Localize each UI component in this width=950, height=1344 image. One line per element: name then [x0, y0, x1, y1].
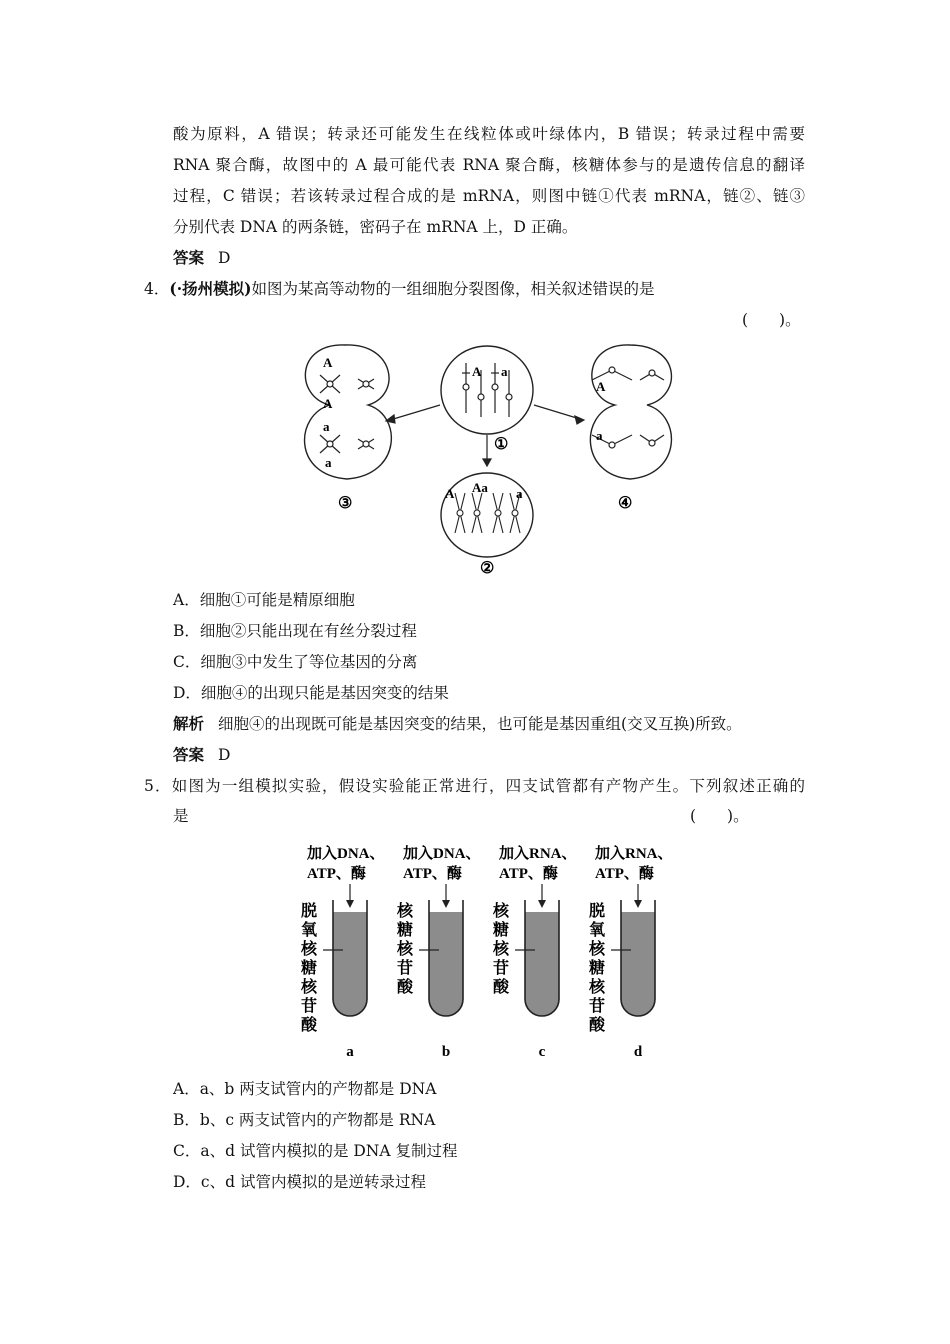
tube-liquid	[621, 912, 655, 1016]
cell-label-4: ④	[618, 495, 633, 512]
q3-line-3: 过程，C 错误；若该转录过程合成的是 mRNA，则图中链①代表 mRNA，链②、链③	[173, 187, 805, 205]
question-number: 4．	[144, 280, 170, 298]
substrate-label-char: 核	[588, 941, 606, 958]
tube-reagent-line-2: ATP、酶	[403, 866, 462, 882]
q3-line-1: 酸为原料，A 错误；转录还可能发生在线粒体或叶绿体内，B 错误；转录过程中需要	[173, 125, 805, 143]
tube-label: a	[346, 1044, 354, 1060]
tube-reagent-line-2: ATP、酶	[595, 866, 654, 882]
cell-4	[590, 345, 671, 479]
substrate-label-char: 糖	[588, 960, 606, 977]
q3-answer	[173, 248, 230, 268]
answer-value: D	[218, 746, 231, 764]
cell-label-2: ②	[480, 560, 495, 575]
tube-label: b	[441, 1044, 451, 1060]
gene-label-A: A	[596, 379, 606, 394]
gene-label-A: A	[323, 355, 333, 370]
tube-liquid	[525, 912, 559, 1016]
question-number: 5．	[144, 777, 172, 795]
gene-label-a: a	[501, 364, 508, 379]
question-source: (·扬州模拟)	[169, 279, 252, 298]
tube-reagent-line-1: 加入DNA、	[403, 846, 481, 862]
q4-analysis	[173, 714, 742, 734]
substrate-label-char: 核	[396, 903, 414, 920]
q5-stem-line-2: 是	[173, 807, 189, 825]
substrate-label-char: 糖	[300, 960, 318, 977]
q4-stem	[144, 279, 654, 299]
tube-arrow-head	[538, 900, 546, 908]
tube-arrow-head	[442, 900, 450, 908]
substrate-label-char: 脱	[588, 903, 606, 920]
substrate-label-char: 脱	[300, 903, 318, 920]
answer-value: D	[218, 249, 231, 267]
substrate-label-char: 酸	[300, 1017, 318, 1034]
gene-label-A: A	[445, 486, 455, 501]
substrate-label-char: 氧	[300, 922, 318, 939]
answer-label: 答案	[173, 248, 205, 267]
q5-option-c: C．a、d 试管内模拟的是 DNA 复制过程	[173, 1142, 458, 1160]
substrate-label-char: 苷	[492, 960, 510, 977]
analysis-label: 解析	[173, 714, 205, 733]
substrate-label-char: 核	[396, 941, 414, 958]
substrate-label-char: 糖	[396, 922, 414, 939]
substrate-label-char: 核	[300, 979, 318, 996]
substrate-label-char: 核	[492, 903, 510, 920]
substrate-label-char: 核	[492, 941, 510, 958]
q4-answer	[173, 745, 230, 765]
question-stem: 如图为某高等动物的一组细胞分裂图像，相关叙述错误的是	[251, 280, 655, 298]
answer-label: 答案	[173, 745, 205, 764]
question-stem: 如图为一组模拟实验，假设实验能正常进行，四支试管都有产物产生。下列叙述正确的	[171, 777, 805, 795]
cell-label-3: ③	[338, 495, 353, 512]
q5-option-a: A．a、b 两支试管内的产物都是 DNA	[173, 1080, 437, 1098]
substrate-label-char: 核	[588, 979, 606, 996]
tube-reagent-line-2: ATP、酶	[307, 866, 366, 882]
tube-reagent-line-1: 加入RNA、	[499, 846, 577, 862]
tube-label: c	[538, 1044, 546, 1060]
cell-division-figure	[290, 335, 690, 575]
gene-label-a: a	[323, 419, 330, 434]
substrate-label-char: 酸	[396, 979, 414, 996]
tube-liquid	[429, 912, 463, 1016]
q4-option-a: A．细胞①可能是精原细胞	[173, 591, 355, 609]
substrate-label-char: 苷	[300, 998, 318, 1015]
gene-label-A: A	[323, 396, 333, 411]
substrate-label-char: 苷	[588, 998, 606, 1015]
q5-option-b: B．b、c 两支试管内的产物都是 RNA	[173, 1111, 436, 1129]
substrate-label-char: 核	[300, 941, 318, 958]
q4-option-b: B．细胞②只能出现在有丝分裂过程	[173, 622, 417, 640]
tube-label: d	[633, 1044, 643, 1060]
gene-label-Aa: Aa	[472, 480, 488, 495]
tube-arrow-head	[346, 900, 354, 908]
q5-option-d: D．c、d 试管内模拟的是逆转录过程	[173, 1173, 426, 1191]
q3-line-2: RNA 聚合酶，故图中的 A 最可能代表 RNA 聚合酶，核糖体参与的是遗传信息的翻译	[173, 156, 805, 174]
analysis-text: 细胞④的出现既可能是基因突变的结果，也可能是基因重组(交叉互换)所致。	[218, 715, 742, 733]
tube-liquid	[333, 912, 367, 1016]
q3-line-4: 分别代表 DNA 的两条链，密码子在 mRNA 上，D 正确。	[173, 218, 578, 236]
gene-label-a: a	[516, 486, 523, 501]
cell-1	[441, 346, 533, 434]
gene-label-A: A	[472, 364, 482, 379]
cell-3	[305, 345, 392, 479]
substrate-label-char: 糖	[492, 922, 510, 939]
cell-label-1: ①	[494, 436, 509, 453]
tube-reagent-line-1: 加入RNA、	[595, 846, 673, 862]
tube-reagent-line-2: ATP、酶	[499, 866, 558, 882]
gene-label-a: a	[325, 455, 332, 470]
tube-reagent-line-1: 加入DNA、	[307, 846, 385, 862]
q4-answer-bracket: ( )。	[742, 311, 801, 329]
q4-option-d: D．细胞④的出现只能是基因突变的结果	[173, 684, 449, 702]
q4-option-c: C．细胞③中发生了等位基因的分离	[173, 653, 418, 671]
substrate-label-char: 酸	[492, 979, 510, 996]
tube-arrow-head	[634, 900, 642, 908]
substrate-label-char: 苷	[396, 960, 414, 977]
gene-label-a: a	[596, 428, 603, 443]
q5-answer-bracket: ( )。	[690, 807, 749, 825]
substrate-label-char: 酸	[588, 1017, 606, 1034]
test-tube-figure	[295, 838, 695, 1066]
q5-stem-line-1	[144, 776, 805, 796]
substrate-label-char: 氧	[588, 922, 606, 939]
